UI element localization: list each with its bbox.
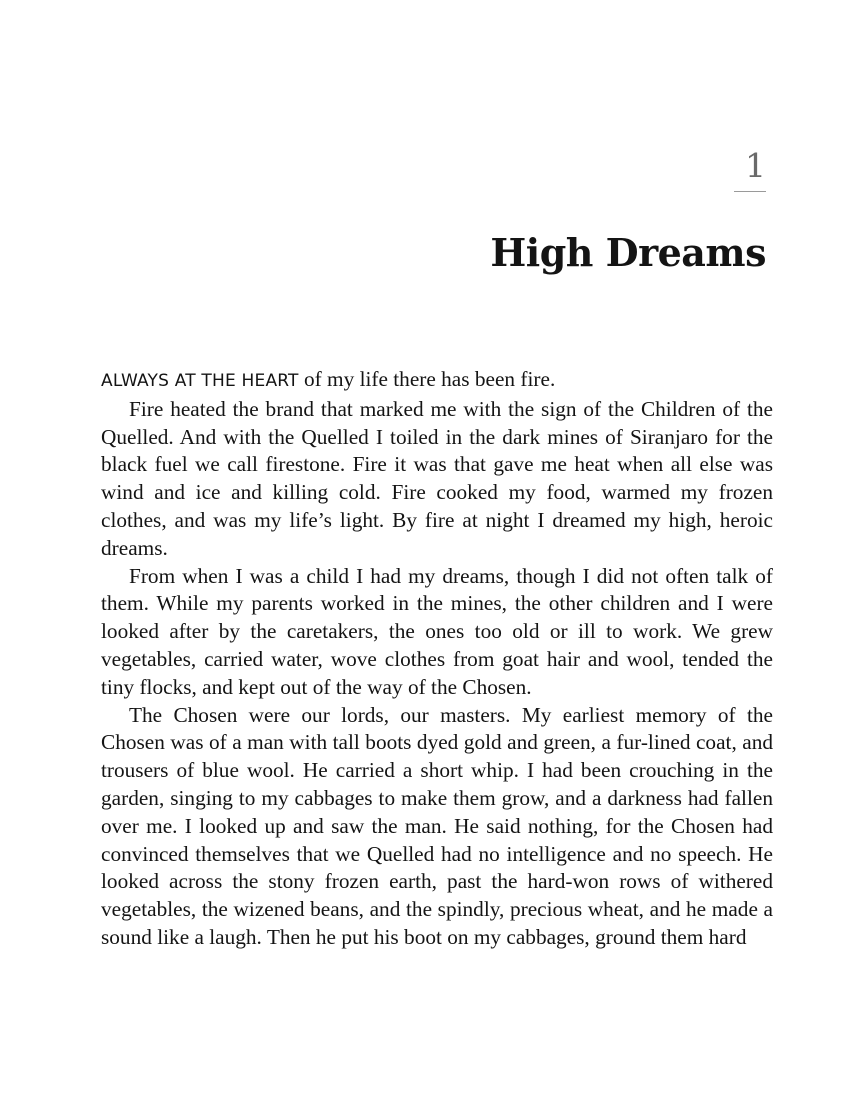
paragraph-3: From when I was a child I had my dreams, though I did not often talk of them. While my parents worked in the mines, the other children and I were looked after by the caretakers, the ones too old or ill to work. We grew vegetables, carried water, wove clothes from goat hair and wool, tended the tiny flocks, and kept out of the way of the Chosen. <box>101 563 773 699</box>
chapter-body <box>101 366 773 952</box>
paragraph-4: The Chosen were our lords, our masters. My earliest memory of the Chosen was of a man with tall boots dyed gold and green, a fur-lined coat, and trousers of blue wool. He carried a short whip. I had been crouching in the garden, singing to my cabbages to make them grow, and a darkness had fallen over me. I looked up and saw the man. He said nothing, for the Chosen had convinced themselves that we Quelled had no intelligence and no speech. He looked across the stony frozen earth, past the hard-won rows of withered vegetables, the wizened beans, and the spindly, precious wheat, and he made a sound like a laugh. Then he put his boot on my cabbages, ground them hard <box>101 702 773 949</box>
paragraph-2: Fire heated the brand that marked me with the sign of the Children of the Quelled. And with the Quelled I toiled in the dark mines of Siranjaro for the black fuel we call firestone. Fire it was that gave me heat when all else was wind and ice and killing cold. Fire cooked my food, warmed my frozen clothes, and was my life’s light. By fire at night I dreamed my high, heroic dreams. <box>101 396 773 560</box>
chapter-number-rule <box>734 191 766 192</box>
chapter-title: High Dreams <box>490 230 766 275</box>
paragraph-1-text: of my life there has been fire. <box>298 367 556 391</box>
small-caps-lead-in: ALWAYS AT THE HEART <box>101 371 299 391</box>
chapter-number: 1 <box>745 146 766 185</box>
paragraph-1 <box>101 366 773 396</box>
